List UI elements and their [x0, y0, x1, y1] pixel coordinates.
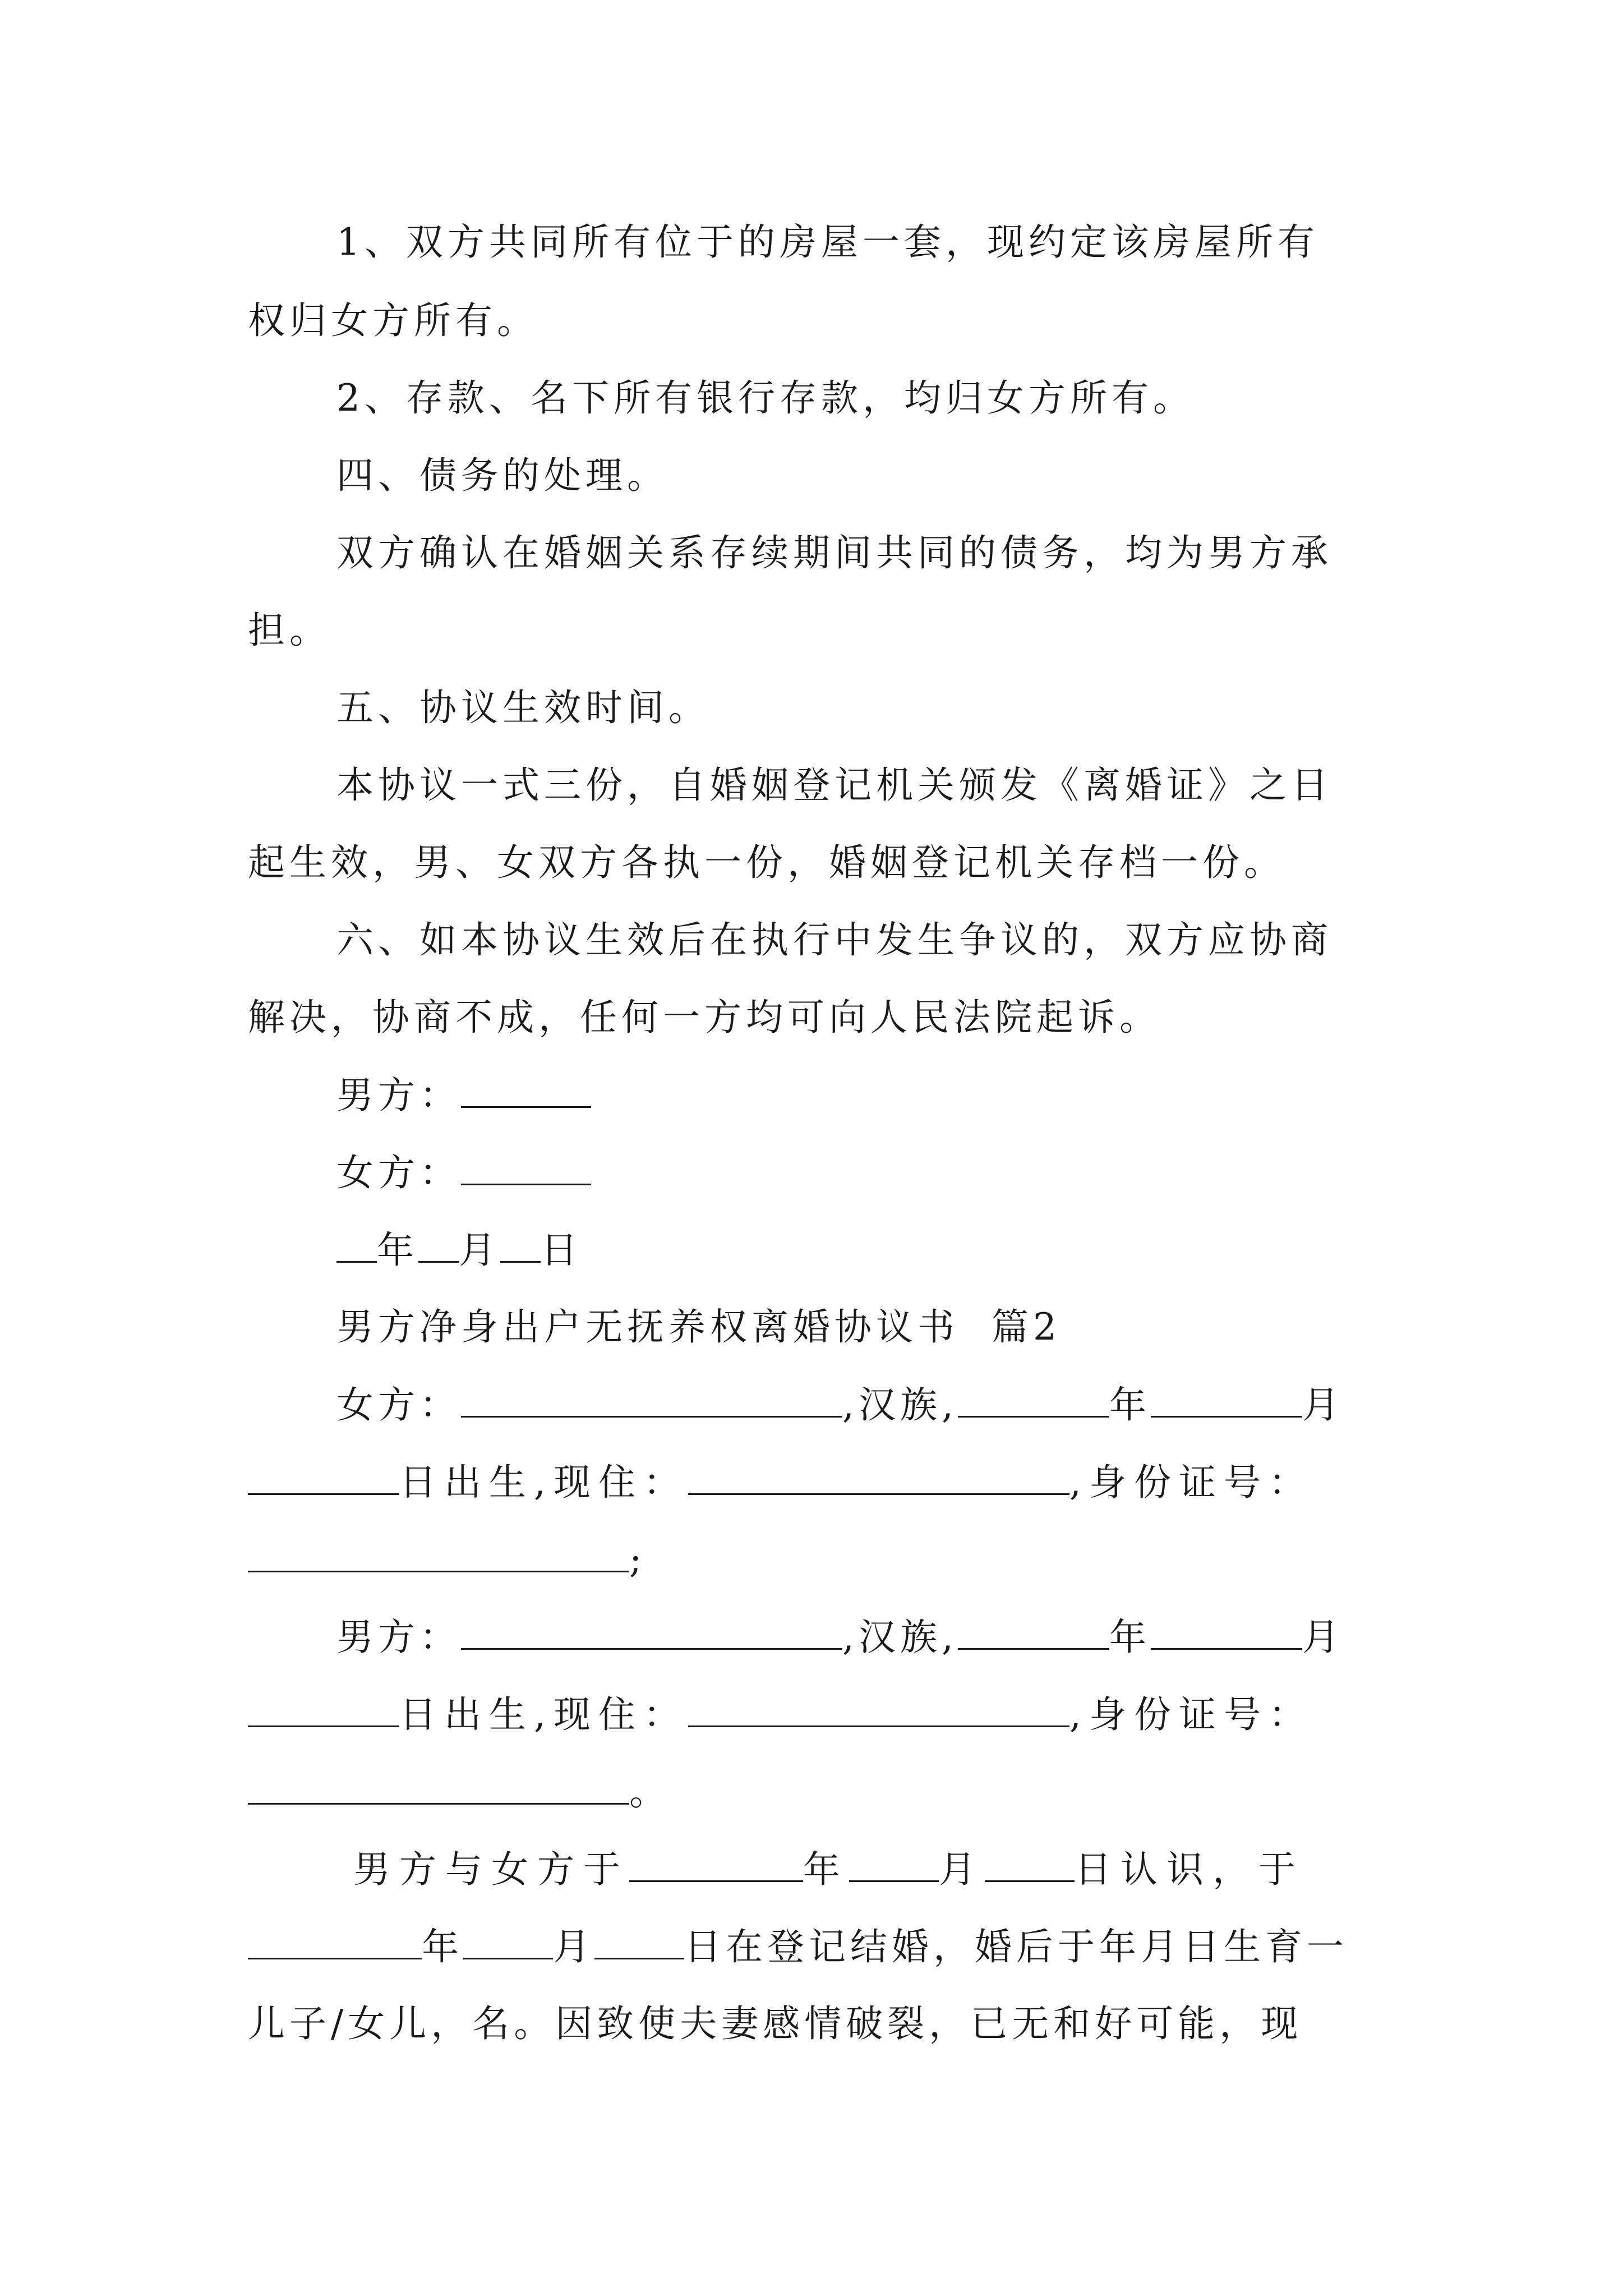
- male-signature-label: 男方：: [336, 1074, 461, 1117]
- date-month-blank[interactable]: [418, 1227, 459, 1263]
- date-month-label: 月: [459, 1228, 500, 1272]
- female-signature-label: 女方：: [336, 1151, 461, 1194]
- female-month-label: 月: [1302, 1383, 1344, 1427]
- male-address-blank[interactable]: [688, 1692, 1069, 1727]
- female-party-end: ;: [629, 1538, 647, 1581]
- meet-label: 日认识，于: [1075, 1848, 1304, 1891]
- female-birth-day-blank[interactable]: [248, 1460, 399, 1495]
- male-party-end: 。: [629, 1770, 671, 1814]
- male-year-label: 年: [1109, 1616, 1151, 1659]
- male-birth-year-blank[interactable]: [958, 1614, 1109, 1650]
- story-start: 男方与女方于: [353, 1848, 629, 1891]
- paragraph-line: 1、双方共同所有位于的房屋一套，现约定该房屋所有: [336, 220, 1319, 264]
- date-day-blank[interactable]: [500, 1227, 541, 1263]
- female-party-row: [248, 1460, 1313, 1505]
- male-id-label: ,身份证号：: [1069, 1693, 1313, 1736]
- meet-year-blank[interactable]: [629, 1847, 803, 1882]
- female-address-blank[interactable]: [688, 1460, 1069, 1495]
- paragraph-line: 起生效，男、女双方各执一份，婚姻登记机关存档一份。: [248, 841, 1285, 884]
- section-heading: 四、债务的处理。: [336, 454, 668, 497]
- male-birth-month-blank[interactable]: [1151, 1614, 1302, 1650]
- male-signature-row: [336, 1073, 591, 1118]
- section-heading: 五、协议生效时间。: [336, 686, 710, 729]
- paragraph-line: 权归女方所有。: [248, 299, 538, 342]
- female-party-label: 女方：: [336, 1383, 461, 1427]
- female-born-label: 日出生,现住：: [399, 1461, 688, 1504]
- date-year-blank[interactable]: [336, 1227, 377, 1263]
- married-label: 日在登记结婚，婚后于年月日生育一: [684, 1925, 1348, 1968]
- paragraph-line: 本协议一式三份，自婚姻登记机关颁发《离婚证》之日: [336, 763, 1332, 807]
- female-party-row: [248, 1537, 646, 1582]
- marry-month-blank[interactable]: [463, 1924, 553, 1959]
- male-signature-blank[interactable]: [461, 1073, 591, 1108]
- male-party-row: [336, 1614, 1344, 1660]
- female-party-row: [336, 1382, 1344, 1428]
- female-name-blank[interactable]: [461, 1382, 842, 1418]
- paragraph-line: 担。: [248, 609, 331, 652]
- male-month-label: 月: [1302, 1616, 1344, 1659]
- male-id-blank[interactable]: [248, 1769, 629, 1805]
- male-name-blank[interactable]: [461, 1614, 842, 1650]
- story-line: 儿子/女儿，名。因致使夫妻感情破裂，已无和好可能，现: [248, 2002, 1303, 2045]
- paragraph-line: 双方确认在婚姻关系存续期间共同的债务，均为男方承: [336, 531, 1332, 574]
- marry-month-label: 月: [553, 1925, 594, 1968]
- female-ethnicity: ,汉族,: [842, 1383, 958, 1427]
- paragraph-line: 解决，协商不成，任何一方均可向人民法院起诉。: [248, 996, 1161, 1039]
- female-signature-blank[interactable]: [461, 1150, 591, 1185]
- male-born-label: 日出生,现住：: [399, 1693, 688, 1736]
- female-birth-month-blank[interactable]: [1151, 1382, 1302, 1418]
- male-party-row: [248, 1692, 1313, 1737]
- male-ethnicity: ,汉族,: [842, 1616, 958, 1659]
- meet-month-blank[interactable]: [849, 1847, 939, 1882]
- story-line: [353, 1847, 1304, 1892]
- marry-year-blank[interactable]: [248, 1924, 422, 1959]
- paragraph-line: 2、存款、名下所有银行存款，均归女方所有。: [336, 376, 1195, 420]
- male-party-label: 男方：: [336, 1616, 461, 1659]
- meet-month-label: 月: [939, 1848, 985, 1891]
- female-signature-row: [336, 1150, 591, 1195]
- paragraph-line: 六、如本协议生效后在执行中发生争议的，双方应协商: [336, 918, 1332, 961]
- marry-year-label: 年: [422, 1925, 463, 1968]
- meet-year-label: 年: [803, 1848, 849, 1891]
- marry-day-blank[interactable]: [594, 1924, 684, 1959]
- signature-date-row: [336, 1227, 582, 1273]
- female-year-label: 年: [1109, 1383, 1151, 1427]
- section-title: 男方净身出户无抚养权离婚协议书 篇2: [336, 1305, 1061, 1349]
- female-id-blank[interactable]: [248, 1537, 629, 1572]
- story-line: [248, 1924, 1348, 1970]
- female-birth-year-blank[interactable]: [958, 1382, 1109, 1418]
- meet-day-blank[interactable]: [985, 1847, 1075, 1882]
- date-year-label: 年: [377, 1228, 418, 1272]
- male-birth-day-blank[interactable]: [248, 1692, 399, 1727]
- male-party-row: [248, 1769, 671, 1815]
- female-id-label: ,身份证号：: [1069, 1461, 1313, 1504]
- date-day-label: 日: [541, 1228, 582, 1272]
